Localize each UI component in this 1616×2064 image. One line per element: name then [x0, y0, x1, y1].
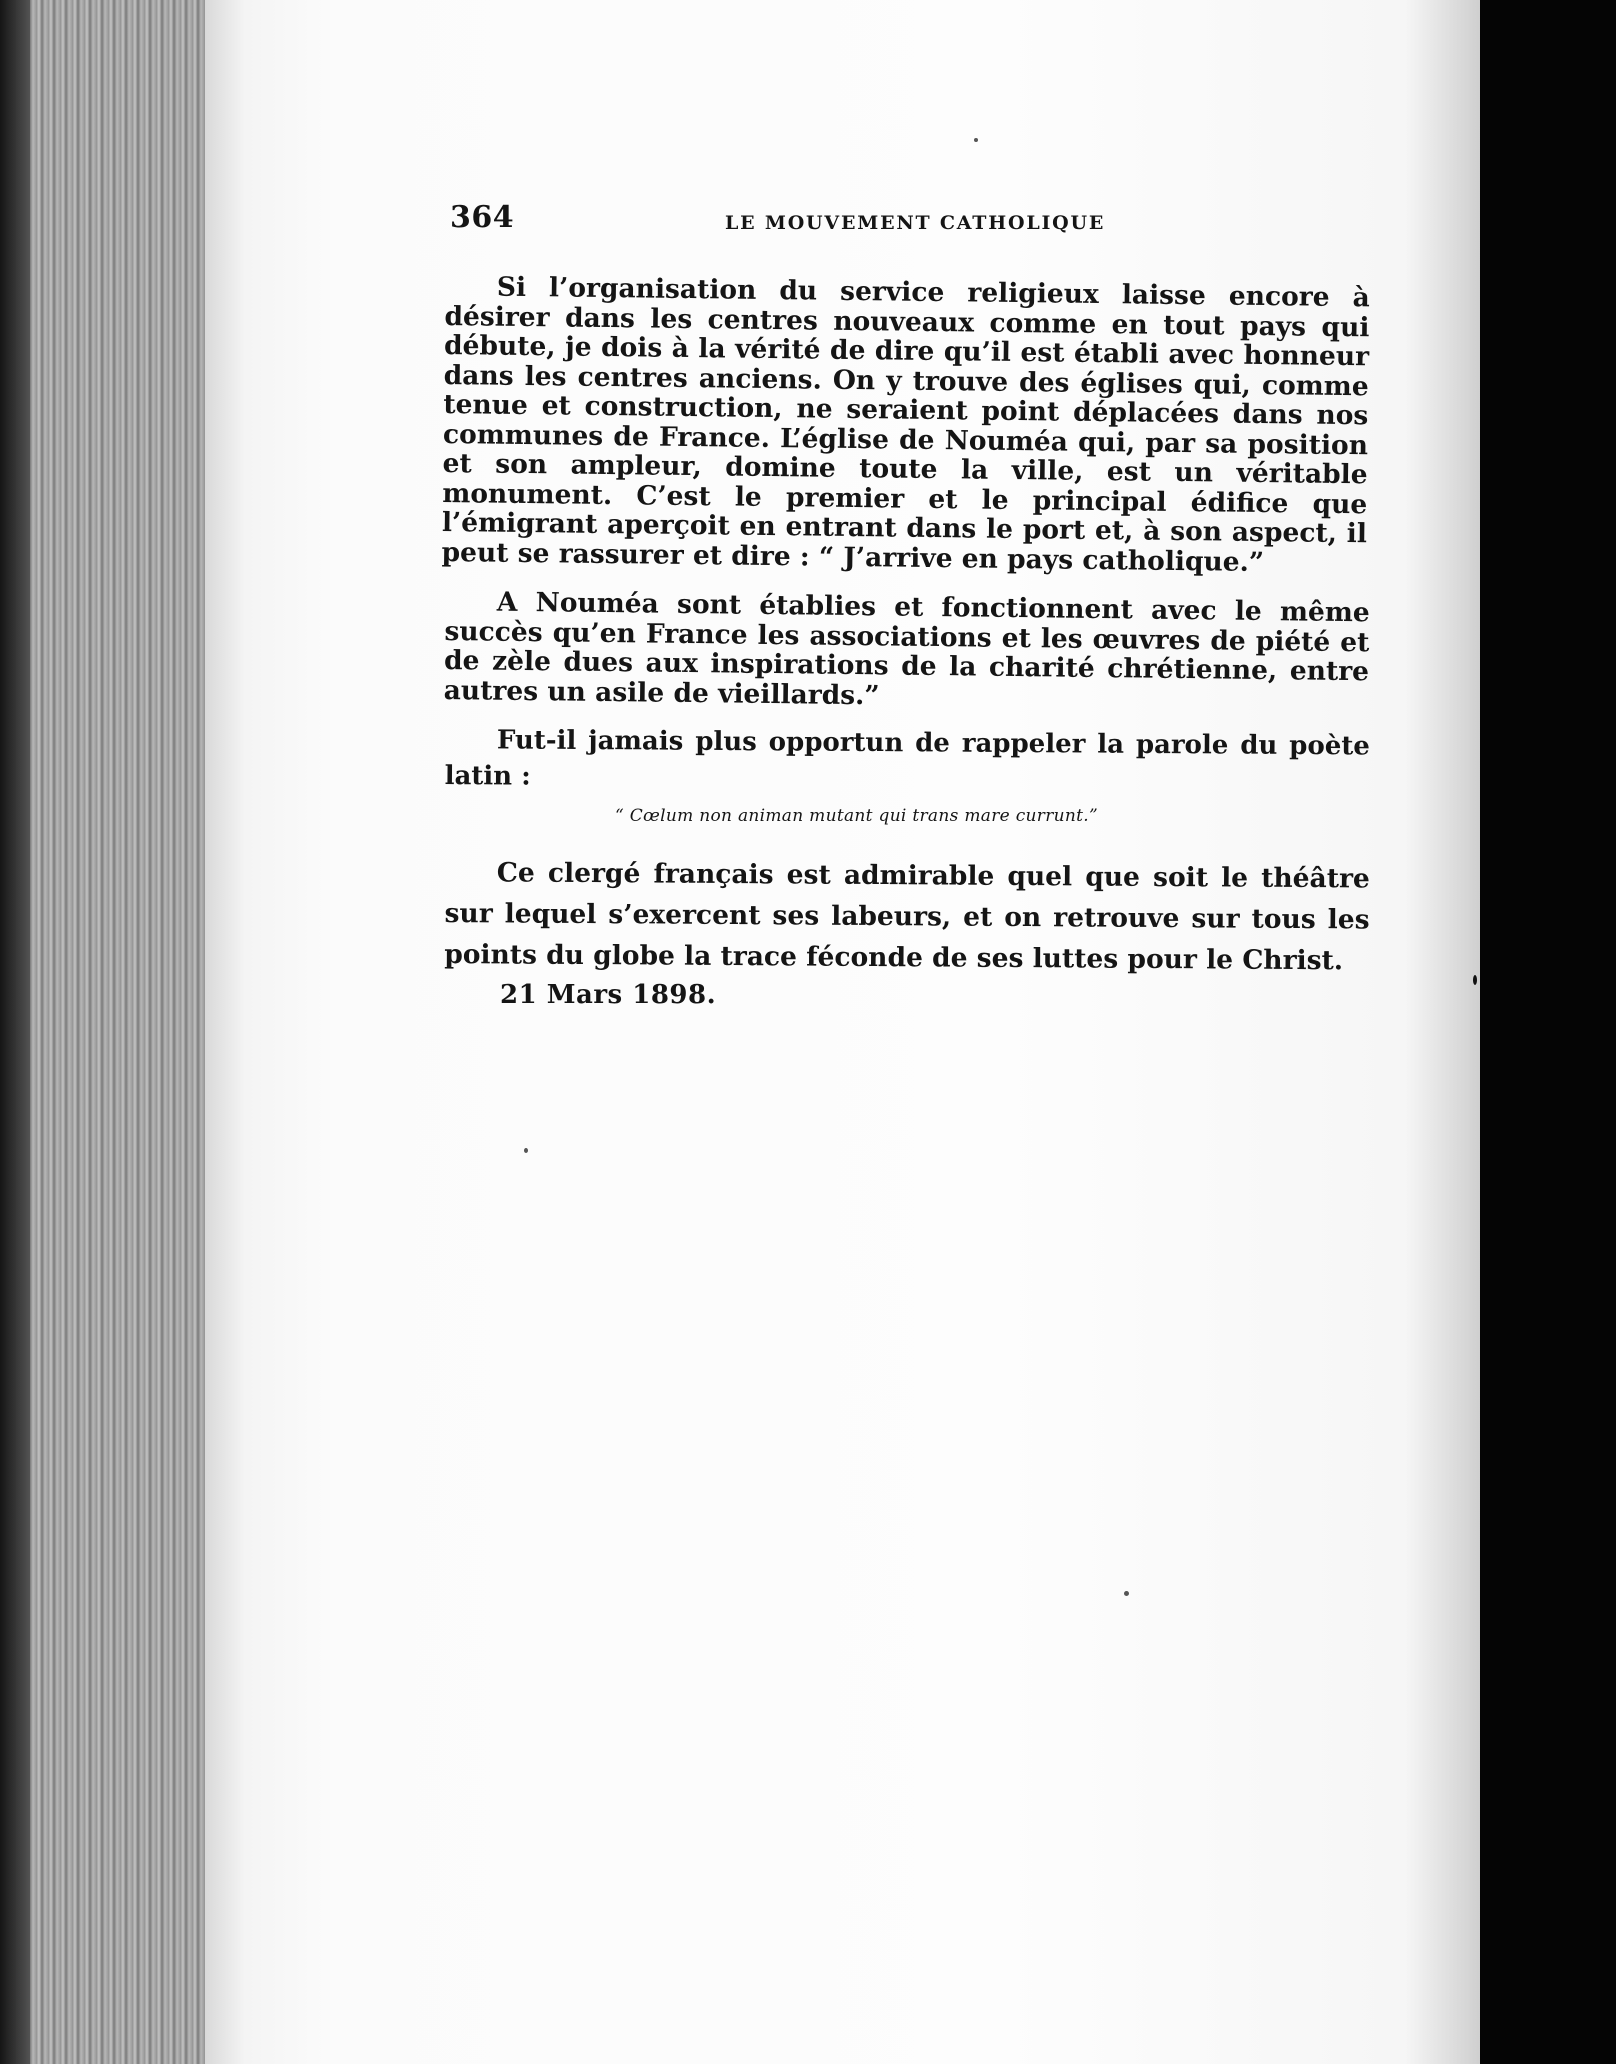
scan-margin — [1480, 0, 1616, 2064]
paragraph-2: A Nouméa sont établies et fonctionnent avec le même succès qu’en France les associations et les œuvres de piété et de zèle dues aux inspirations de la charité chrétienne, entre autres un asile de vieillards.” — [443, 586, 1370, 711]
paragraph-3: Fut-il jamais plus opportun de rappeler la parole du poète latin : — [444, 725, 1370, 792]
running-title: LE MOUVEMENT CATHOLIQUE — [725, 212, 1106, 234]
page-number: 364 — [450, 200, 515, 235]
book-page-edges — [0, 0, 210, 2064]
scan-speck — [974, 138, 978, 142]
running-head — [445, 200, 1370, 240]
scan-speck — [1473, 975, 1477, 985]
latin-quote: “ Cœlum non animan mutant qui trans mare currunt.” — [615, 806, 1098, 826]
paragraph-4: Ce clergé français est admirable quel que soit le théâtre sur lequel s’exercent ses labeurs, et on retrouve sur tous les points du globe la trace féconde de ses luttes pour le Christ. — [444, 857, 1370, 977]
scan-speck — [524, 1148, 528, 1153]
date-line: 21 Mars 1898. — [500, 980, 717, 1010]
paragraph-1: Si l’organisation du service religieux laisse encore à désirer dans les centres nouveaux comme en tout pays qui débute, je dois à la vérité de dire qu’il est établi avec honneur dans les centres anciens. On y trouve des églises qui, comme tenue et construction, ne seraient point déplacées dans nos communes de France. L’église de Nouméa qui, par sa position et son ampleur, domine toute la ville, est un véritable monument. C’est le premier et le principal édifice que l’émigrant aperçoit en entrant dans le port et, à son aspect, il peut se rassurer et dire : “ J’arrive en pays catholique.” — [441, 271, 1370, 578]
scan-speck — [1124, 1591, 1129, 1596]
